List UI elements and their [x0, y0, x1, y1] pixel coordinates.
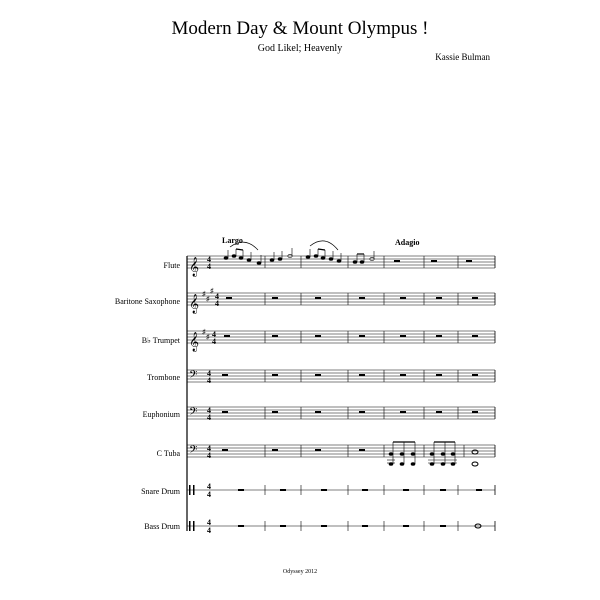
svg-text:4: 4 — [215, 299, 219, 308]
sharp-icon: ♯ — [202, 290, 206, 298]
composer-name: Kassie Bulman — [435, 52, 490, 62]
svg-text:4: 4 — [207, 518, 211, 527]
svg-text:4: 4 — [215, 292, 219, 301]
svg-text:4: 4 — [207, 444, 211, 453]
staff-tuba — [187, 442, 495, 466]
instrument-label-tuba: C Tuba — [156, 449, 180, 458]
treble-clef-icon: 𝄞 — [189, 257, 200, 276]
instrument-label-baritone-saxophone: Baritone Saxophone — [114, 297, 180, 306]
instrument-label-trumpet: B♭ Trumpet — [141, 336, 180, 345]
instrument-label-flute: Flute — [163, 261, 180, 270]
treble-clef-icon: 𝄞 — [189, 332, 200, 351]
svg-text:4: 4 — [207, 376, 211, 385]
percussion-clef-icon — [189, 485, 191, 495]
instrument-label-trombone: Trombone — [146, 373, 180, 382]
svg-text:4: 4 — [207, 451, 211, 460]
time-signature-bottom: 4 — [207, 262, 211, 271]
instrument-label-bass-drum: Bass Drum — [144, 522, 180, 531]
svg-text:4: 4 — [207, 413, 211, 422]
svg-text:4: 4 — [207, 490, 211, 499]
svg-text:4: 4 — [207, 526, 211, 535]
treble-clef-icon: 𝄞 — [189, 294, 200, 313]
score-subtitle: God Likel; Heavenly — [257, 43, 343, 54]
sharp-icon: ♯ — [206, 295, 210, 303]
instrument-label-euphonium: Euphonium — [142, 410, 180, 419]
svg-text:4: 4 — [212, 330, 216, 339]
tempo-marking-largo: Largo — [222, 236, 243, 245]
slur — [310, 241, 338, 250]
staff-trumpet — [187, 328, 495, 352]
sharp-icon: ♯ — [206, 333, 210, 341]
svg-text:4: 4 — [207, 482, 211, 491]
staff-baritone-saxophone — [187, 287, 495, 314]
staff-snare-drum — [187, 482, 495, 499]
bass-clef-icon: 𝄢 — [189, 368, 198, 383]
sharp-icon: ♯ — [210, 287, 214, 295]
svg-text:4: 4 — [212, 337, 216, 346]
staff-flute — [187, 241, 495, 277]
bass-clef-icon: 𝄢 — [189, 405, 198, 420]
svg-text:4: 4 — [207, 369, 211, 378]
staff-bass-drum — [187, 518, 495, 535]
bass-clef-icon: 𝄢 — [189, 443, 198, 458]
page-footer: Odyssey 2012 — [282, 569, 318, 575]
slur — [230, 242, 258, 250]
staff-trombone — [187, 368, 495, 385]
tempo-marking-adagio: Adagio — [395, 238, 420, 247]
instrument-label-snare-drum: Snare Drum — [141, 487, 180, 496]
staff-euphonium — [187, 405, 495, 422]
percussion-clef-icon — [189, 521, 191, 531]
svg-text:4: 4 — [207, 406, 211, 415]
score-title: Modern Day & Mount Olympus ! — [171, 18, 429, 39]
sharp-icon: ♯ — [202, 328, 206, 336]
time-signature-top: 4 — [207, 255, 211, 264]
